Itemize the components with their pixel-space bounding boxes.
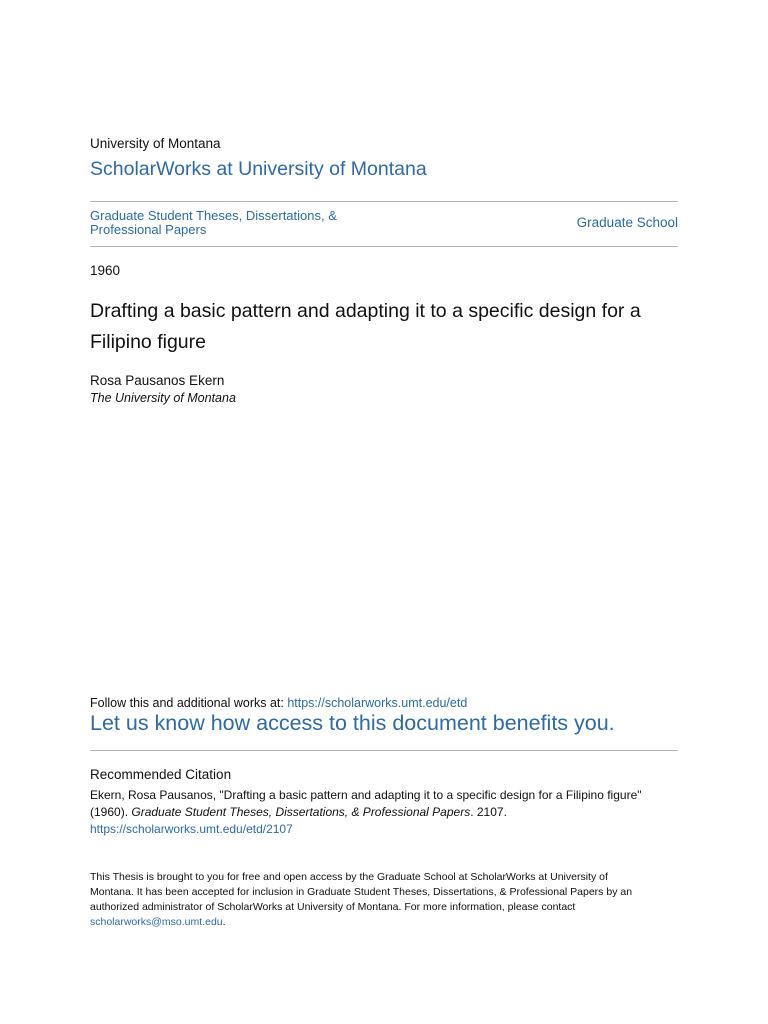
collection-line-2: Professional Papers xyxy=(90,222,207,237)
cover-page xyxy=(90,0,678,1024)
publication-year: 1960 xyxy=(90,263,121,278)
repository-link[interactable]: ScholarWorks at University of Montana xyxy=(90,158,427,180)
citation-url[interactable]: https://scholarworks.umt.edu/etd/2107 xyxy=(90,822,293,836)
author-name: Rosa Pausanos Ekern xyxy=(90,373,225,388)
citation-series: Graduate Student Theses, Dissertations, & Professional Papers xyxy=(131,805,471,819)
citation-text xyxy=(90,787,678,838)
document-title xyxy=(90,296,678,358)
title-line-1: Drafting a basic pattern and adapting it to a specific design for a xyxy=(90,300,641,322)
citation-part-2: (1960). xyxy=(90,805,132,819)
footer-line-3: authorized administrator of ScholarWorks at University of Montana. For more information, please contact xyxy=(90,901,576,913)
divider-middle xyxy=(90,246,678,247)
follow-line xyxy=(90,696,467,710)
title-line-2: Filipino figure xyxy=(90,331,206,353)
footer-line-1: This Thesis is brought to you for free and open access by the Graduate School at ScholarWorks at University of xyxy=(90,871,608,883)
author-affiliation: The University of Montana xyxy=(90,391,236,405)
footer-line-2: Montana. It has been accepted for inclusion in Graduate Student Theses, Dissertations, & Professional Papers by an xyxy=(90,886,633,898)
access-statement xyxy=(90,870,678,930)
benefits-feedback-link[interactable]: Let us know how access to this document benefits you. xyxy=(90,711,615,735)
citation-part-1: Ekern, Rosa Pausanos, "Drafting a basic pattern and adapting it to a specific design for a Filipino figure" xyxy=(90,788,642,802)
graduate-school-link[interactable]: Graduate School xyxy=(576,215,678,230)
collection-link[interactable] xyxy=(90,209,380,237)
institution-name: University of Montana xyxy=(90,136,221,151)
citation-part-3: . 2107. xyxy=(470,805,507,819)
contact-email-link[interactable]: scholarworks@mso.umt.edu xyxy=(90,916,223,928)
follow-prefix: Follow this and additional works at: xyxy=(90,696,288,710)
recommended-citation-heading: Recommended Citation xyxy=(90,767,232,782)
divider-top xyxy=(90,201,678,202)
divider-bottom xyxy=(90,750,678,751)
etd-collection-url[interactable]: https://scholarworks.umt.edu/etd xyxy=(287,696,468,710)
collection-line-1: Graduate Student Theses, Dissertations, & xyxy=(90,208,337,223)
footer-email-suffix: . xyxy=(222,916,226,928)
